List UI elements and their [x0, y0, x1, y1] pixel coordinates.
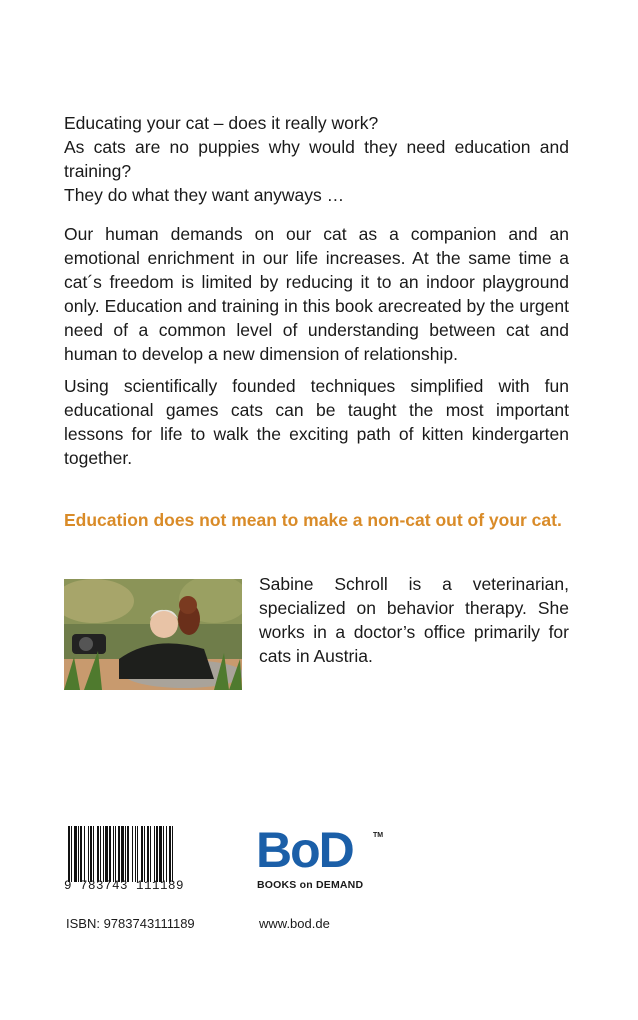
- author-bio: Sabine Schroll is a veterinarian, specialized on behavior therapy. She works in a doctor’s office primarily for cats in Austria.: [259, 574, 569, 666]
- barcode: [66, 826, 230, 882]
- intro-question: Educating your cat – does it really work?: [64, 113, 379, 133]
- paragraph-techniques: Using scientifically founded techniques simplified with fun educational games cats can be taught the most important lessons for life to walk the exciting path of kitten kindergarten together.: [64, 376, 569, 468]
- bod-logo-text: BoD: [256, 822, 353, 878]
- tagline: Education does not mean to make a non-cat out of your cat.: [64, 510, 562, 530]
- barcode-digits: 9 783743 111189: [64, 879, 185, 893]
- bod-logo: [256, 822, 386, 896]
- intro-block: [64, 111, 569, 207]
- isbn-number: ISBN: 9783743111189: [66, 916, 195, 931]
- paragraph-demands: Our human demands on our cat as a companion and an emotional enrichment in our life increases. At the same time a cat´s freedom is limited by reducing it to an indoor playground only. Education and training in this book arecreated by the urgent need of a common level of understanding between cat and human to develop a new dimension of relationship.: [64, 224, 569, 364]
- bod-tagline: BOOKS on DEMAND: [257, 879, 364, 891]
- bod-trademark: TM: [373, 832, 384, 839]
- intro-anyways-line: They do what they want anyways …: [64, 185, 345, 205]
- author-photo: [64, 579, 242, 690]
- intro-puppies-line: As cats are no puppies why would they need education and training?: [64, 137, 569, 181]
- publisher-website: www.bod.de: [259, 916, 330, 931]
